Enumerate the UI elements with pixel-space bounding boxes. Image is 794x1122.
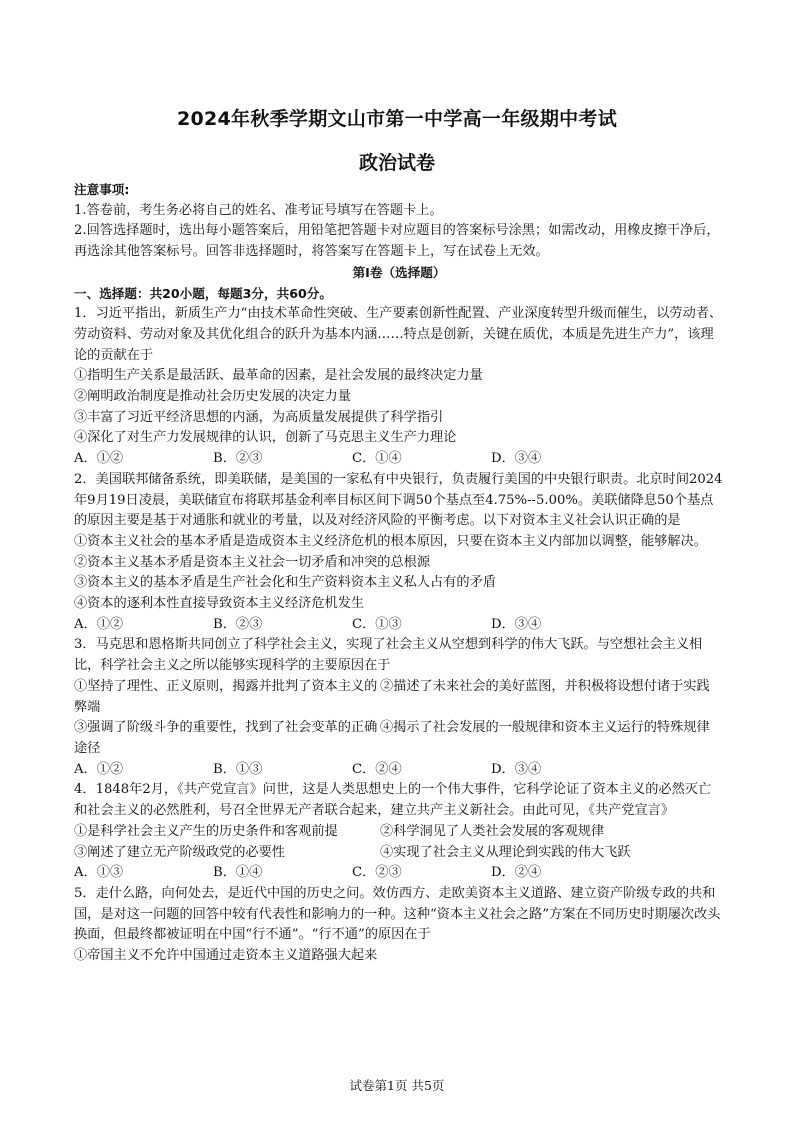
statement: ③丰富了习近平经济思想的内涵，为高质量发展提供了科学指引 <box>74 409 444 425</box>
option-c: C．②③ <box>352 865 402 881</box>
statement: ②描述了未来社会的美好蓝图，并积极将设想付诸于实践 <box>380 678 710 694</box>
question-3 <box>74 635 724 780</box>
option-d: D．③④ <box>491 451 542 467</box>
question-2 <box>74 470 724 636</box>
option-d: D．②④ <box>491 865 542 881</box>
question-1 <box>74 304 724 470</box>
statement-row <box>74 677 724 718</box>
option-a: A．①② <box>74 451 124 467</box>
statement: ①资本主义社会的基本矛盾是造成资本主义经济危机的根本原因，只要在资本主义内部加以调整，能够解决。 <box>74 533 707 549</box>
option-b: B．②③ <box>213 451 263 467</box>
statement: ②资本主义基本矛盾是资本主义社会一切矛盾和冲突的总根源 <box>74 554 431 570</box>
statement: ①是科学社会主义产生的历史条件和客观前提 <box>74 823 338 839</box>
answer-options <box>74 760 724 781</box>
statement: ④实现了社会主义从理论到实践的伟大飞跃 <box>380 844 631 860</box>
option-c: C．②④ <box>352 761 402 777</box>
question-stem: 3．马克思和恩格斯共同创立了科学社会主义，实现了社会主义从空想到科学的伟大飞跃。与空想社会主义相比，科学社会主义之所以能够实现科学的主要原因在于 <box>74 637 703 674</box>
question-5 <box>74 884 724 967</box>
statement: ④揭示了社会发展的一般规律和资本主义运行的特殊规律 <box>380 720 710 736</box>
answer-options <box>74 449 724 470</box>
statement: ③强调了阶级斗争的重要性，找到了社会变革的正确途径 <box>74 720 378 756</box>
statement: ①帝国主义不允许中国通过走资本主义道路强大起来 <box>74 948 378 964</box>
question-stem: 4．1848年2月，《共产党宣言》问世，这是人类思想史上的一个伟大事件，它科学论证了资本主义的必然灭亡和社会主义的必然胜利，号召全世界无产者联合起来，建立共产主义新社会。由此可见，《共产党宣言》 <box>74 782 712 819</box>
question-stem: 5．走什么路，向何处去，是近代中国的历史之问。效仿西方、走欧美资本主义道路、建立资产阶级专政的共和国，是对这一问题的回答中较有代表性和影响力的一种。这种“资本主义社会之路”方案在不同历史时期屡次改头换面，但最终都被证明在中国“行不通”。“行不通”的原因在于 <box>74 885 721 943</box>
question-stem: 1．习近平指出，新质生产力“由技术革命性突破、生产要素创新性配置、产业深度转型升级而催生，以劳动者、劳动资料、劳动对象及其优化组合的跃升为基本内涵……特点是创新，关键在质优，本质是先进生产力”，该理论的贡献在于 <box>74 306 723 363</box>
answer-options <box>74 615 724 636</box>
question-stem: 2．美国联邦储备系统，即美联储，是美国的一家私有中央银行，负责履行美国的中央银行职责。北京时间2024年9月19日凌晨，美联储宣布将联邦基金利率目标区间下调50个基点至4.75%--5.00%。美联储降息50个基点的原因主要是基于对通胀和就业的考量，以及对经济风险的平衡考虑。以下对资本主义社会认识正确的是 <box>74 471 723 529</box>
option-b: B．①④ <box>213 865 263 881</box>
exam-body <box>74 180 724 967</box>
statement-row <box>74 822 724 843</box>
option-c: C．①④ <box>352 451 402 467</box>
option-b: B．②③ <box>213 616 263 632</box>
exam-title: 2024年秋季学期文山市第一中学高一年级期中考试 <box>176 108 618 130</box>
page-footer: 试卷第1页 共5页 <box>349 1078 445 1093</box>
option-a: A．①② <box>74 616 124 632</box>
exam-subtitle: 政治试卷 <box>358 152 435 174</box>
answer-options <box>74 863 724 884</box>
section-heading: 一、选择题：共20小题，每题3分，共60分。 <box>74 285 332 301</box>
statement: ①指明生产关系是最活跃、最革命的因素，是社会发展的最终决定力量 <box>74 368 483 384</box>
notice-item: 2.回答选择题时，选出每小题答案后，用铅笔把答题卡对应题目的答案标号涂黑；如需改动，用橡皮擦干净后，再选涂其他答案标号。回答非选择题时，将答案写在答题卡上，写在试卷上无效。 <box>74 223 720 260</box>
statement: ①坚持了理性、正义原则，揭露并批判了资本主义的弊端 <box>74 678 378 715</box>
statement: ④资本的逐利本性直接导致资本主义经济危机发生 <box>74 596 365 612</box>
option-a: A．①② <box>74 761 124 777</box>
option-d: D．③④ <box>491 616 542 632</box>
statement-row <box>74 843 724 864</box>
option-d: D．③④ <box>491 761 542 777</box>
option-c: C．①③ <box>352 616 402 632</box>
statement: ②阐明政治制度是推动社会历史发展的决定力量 <box>74 389 351 405</box>
option-a: A．①③ <box>74 865 124 881</box>
statement: ③资本主义的基本矛盾是生产社会化和生产资料资本主义私人占有的矛盾 <box>74 575 496 591</box>
statement: ④深化了对生产力发展规律的认识，创新了马克思主义生产力理论 <box>74 430 457 446</box>
notice-heading: 注意事项: <box>74 182 130 197</box>
notice-item: 1.答卷前，考生务必将自己的姓名、准考证号填写在答题卡上。 <box>74 202 443 218</box>
volume-title: 第Ⅰ卷（选择题） <box>352 264 446 280</box>
question-4 <box>74 780 724 884</box>
statement: ②科学洞见了人类社会发展的客观规律 <box>380 823 605 839</box>
statement: ③阐述了建立无产阶级政党的必要性 <box>74 844 285 860</box>
option-b: B．①③ <box>213 761 263 777</box>
statement-row <box>74 718 724 759</box>
